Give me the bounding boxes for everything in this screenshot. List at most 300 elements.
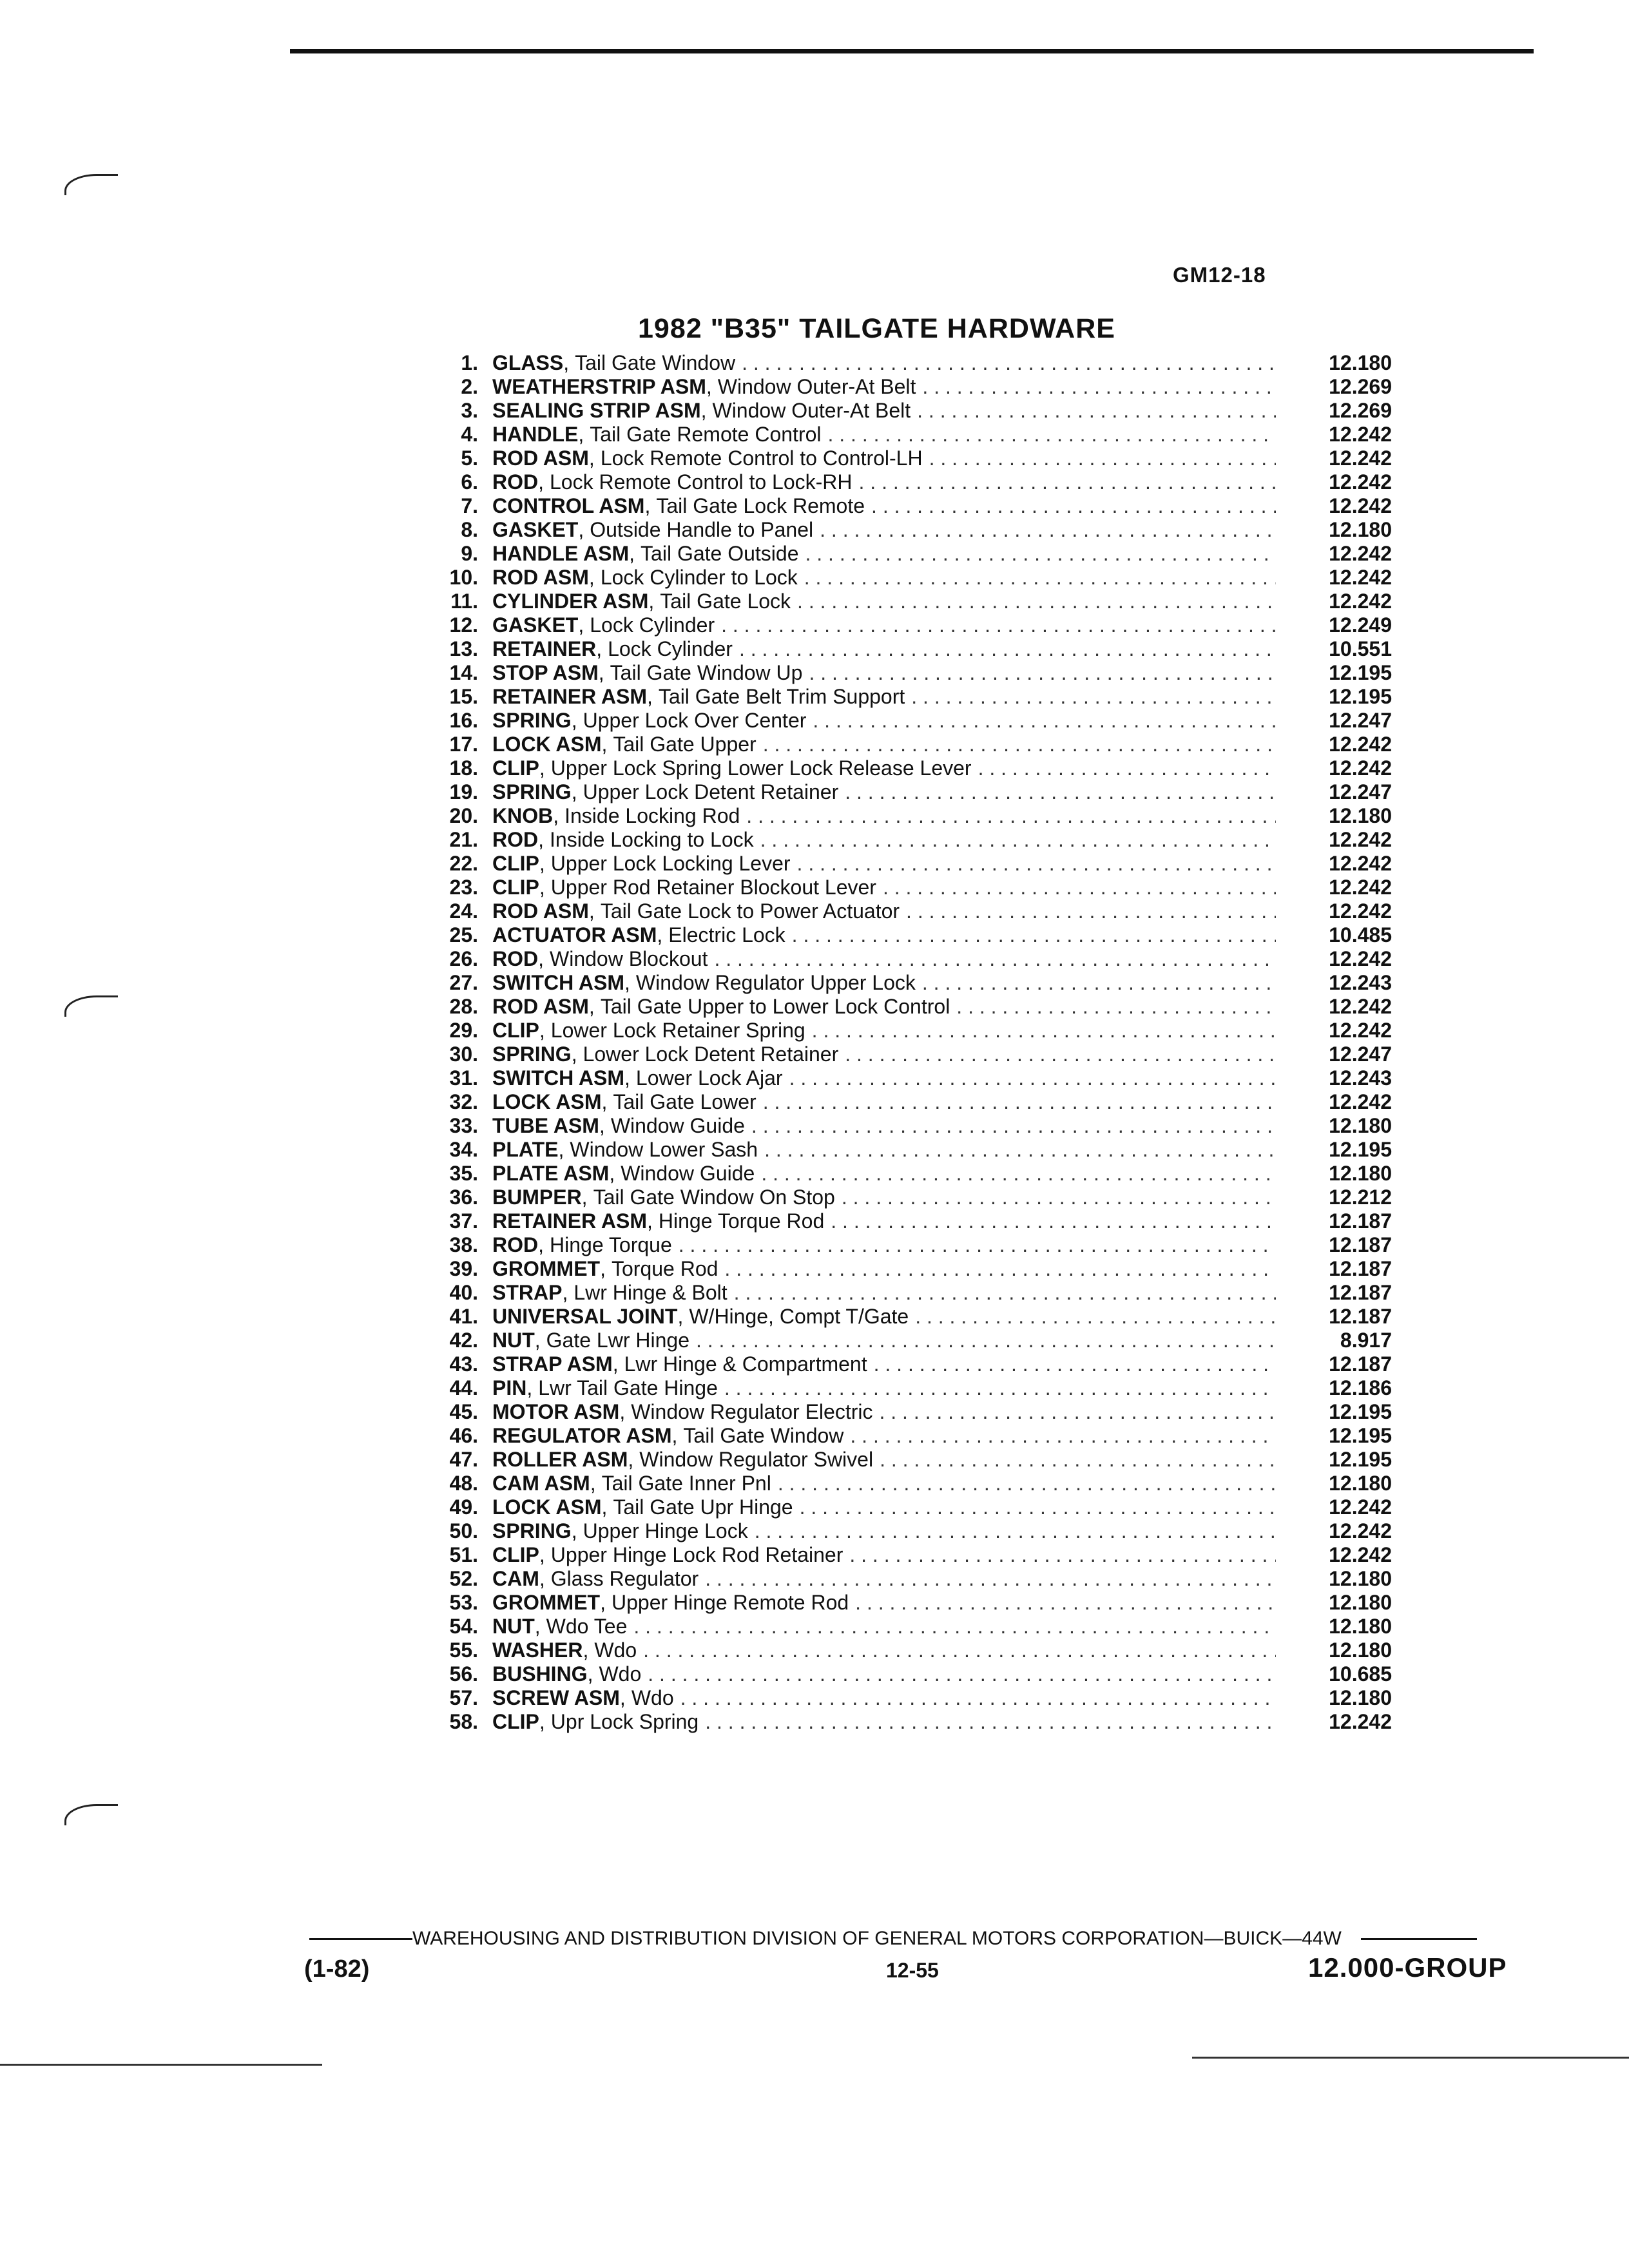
part-name: ROD (492, 470, 539, 494)
part-detail: Electric Lock (668, 923, 786, 947)
part-description (492, 828, 1276, 852)
dot-leader (733, 637, 1276, 661)
part-name-separator: , (562, 1281, 568, 1304)
dot-leader (909, 1305, 1276, 1329)
part-group-number: 12.180 (1329, 1472, 1392, 1495)
part-description (492, 1138, 1276, 1162)
part-name-separator: , (601, 733, 608, 756)
part-group-number: 8.917 (1340, 1329, 1392, 1352)
part-number: 58. (449, 1710, 478, 1733)
part-description (492, 971, 1276, 995)
footer-date: (1-82) (304, 1956, 370, 1983)
part-detail: Window Guide (621, 1162, 755, 1185)
part-name-separator: , (571, 1043, 577, 1066)
part-detail: Tail Gate Lock (660, 590, 791, 613)
part-name-separator: , (539, 852, 545, 875)
part-name-separator: , (628, 1448, 634, 1471)
dot-leader (755, 1162, 1276, 1186)
part-description (492, 804, 1276, 828)
footer-dash-left (309, 1938, 412, 1940)
dot-leader (821, 423, 1276, 447)
dot-leader (838, 1043, 1276, 1066)
part-row (425, 637, 1392, 661)
dot-leader (718, 1376, 1276, 1400)
part-name-separator: , (538, 470, 544, 494)
part-group-number: 12.243 (1329, 1066, 1392, 1090)
part-detail: Tail Gate Lower (613, 1090, 757, 1113)
part-name-separator: , (571, 780, 577, 803)
part-name: WEATHERSTRIP ASM (492, 375, 706, 398)
part-detail: Tail Gate Upper to Lower Lock Control (600, 995, 950, 1018)
part-detail: Lock Remote Control to Lock-RH (550, 470, 853, 494)
part-group-number: 12.180 (1329, 1639, 1392, 1662)
part-description (492, 1543, 1276, 1567)
part-description (492, 542, 1276, 566)
part-description (492, 1567, 1276, 1591)
part-description (492, 1281, 1276, 1305)
part-name-separator: , (647, 685, 653, 708)
part-description (492, 1233, 1276, 1257)
part-name: HANDLE (492, 423, 579, 446)
part-name-separator: , (619, 1400, 626, 1423)
part-detail: Lock Cylinder (590, 613, 715, 637)
part-detail: Glass Regulator (550, 1567, 699, 1590)
part-row (425, 971, 1392, 995)
part-description (492, 1329, 1276, 1352)
part-description (492, 852, 1276, 876)
part-row (425, 1233, 1392, 1257)
part-name-separator: , (588, 447, 595, 470)
part-name-separator: , (609, 1162, 615, 1185)
part-name: ROD ASM (492, 447, 589, 470)
part-name-separator: , (619, 1686, 626, 1709)
dot-leader (757, 1090, 1276, 1114)
part-number: 13. (449, 637, 478, 660)
part-group-number: 12.269 (1329, 375, 1392, 398)
part-detail: Upper Lock Detent Retainer (583, 780, 839, 803)
part-row (425, 494, 1392, 518)
dot-leader (876, 876, 1276, 899)
part-name: TUBE ASM (492, 1114, 599, 1137)
part-name: CLIP (492, 1710, 539, 1733)
part-name: ROD (492, 828, 539, 851)
part-row (425, 733, 1392, 756)
part-number: 53. (449, 1591, 478, 1614)
dot-leader (793, 1495, 1276, 1519)
part-description (492, 709, 1276, 733)
part-name-separator: , (598, 661, 604, 684)
part-group-number: 12.242 (1329, 1495, 1392, 1519)
part-name: REGULATOR ASM (492, 1424, 672, 1447)
part-name-separator: , (677, 1305, 684, 1328)
part-name-separator: , (601, 1090, 608, 1113)
part-detail: Upper Hinge Lock Rod Retainer (550, 1543, 843, 1566)
dot-leader (805, 1019, 1276, 1043)
part-name: RETAINER ASM (492, 685, 647, 708)
part-name-separator: , (588, 899, 595, 923)
part-name: STRAP (492, 1281, 563, 1304)
part-name: CLIP (492, 852, 539, 875)
parts-list (425, 351, 1392, 1734)
part-name: SPRING (492, 780, 572, 803)
part-name: CLIP (492, 756, 539, 780)
part-detail: Upr Lock Spring (550, 1710, 699, 1733)
part-group-number: 12.242 (1329, 947, 1392, 970)
part-number: 10. (449, 566, 478, 589)
part-detail: Lower Lock Detent Retainer (583, 1043, 839, 1066)
part-name-separator: , (590, 1472, 596, 1495)
part-name-separator: , (588, 566, 595, 589)
part-detail: Upper Hinge Remote Rod (611, 1591, 849, 1614)
dot-leader (757, 733, 1276, 756)
part-group-number: 12.195 (1329, 661, 1392, 684)
part-name-separator: , (539, 1567, 545, 1590)
part-name: CYLINDER ASM (492, 590, 649, 613)
part-group-number: 12.180 (1329, 1162, 1392, 1185)
part-group-number: 12.180 (1329, 804, 1392, 827)
part-name: ROD ASM (492, 899, 589, 923)
part-group-number: 12.242 (1329, 447, 1392, 470)
dot-leader (873, 1448, 1276, 1472)
part-name: ACTUATOR ASM (492, 923, 657, 947)
footer-division-line (309, 1928, 1477, 1950)
part-number: 50. (449, 1519, 478, 1542)
part-name-separator: , (578, 518, 584, 541)
part-number: 19. (449, 780, 478, 803)
footer-group: 12.000-GROUP (1308, 1952, 1507, 1983)
part-detail: Wdo (631, 1686, 674, 1709)
part-detail: Outside Handle to Panel (590, 518, 814, 541)
part-description (492, 1352, 1276, 1376)
part-name: SWITCH ASM (492, 971, 625, 994)
part-name: NUT (492, 1615, 535, 1638)
part-row (425, 1138, 1392, 1162)
part-row (425, 590, 1392, 613)
part-group-number: 12.242 (1329, 852, 1392, 875)
dot-leader (708, 947, 1276, 971)
part-detail: Lock Remote Control to Control-LH (600, 447, 923, 470)
part-number: 48. (449, 1472, 478, 1495)
part-name-separator: , (648, 590, 655, 613)
part-name: RETAINER ASM (492, 1209, 647, 1233)
part-name-separator: , (583, 1639, 589, 1662)
part-description (492, 375, 1276, 399)
part-description (492, 1615, 1276, 1639)
part-number: 51. (449, 1543, 478, 1566)
part-description (492, 1090, 1276, 1114)
part-number: 36. (449, 1186, 478, 1209)
part-row (425, 470, 1392, 494)
part-group-number: 12.242 (1329, 1519, 1392, 1542)
part-group-number: 12.180 (1329, 1591, 1392, 1614)
dot-leader (867, 1352, 1276, 1376)
part-number: 49. (449, 1495, 478, 1519)
part-row (425, 1329, 1392, 1352)
part-number: 17. (449, 733, 478, 756)
part-group-number: 12.195 (1329, 1424, 1392, 1447)
part-number: 33. (449, 1114, 478, 1137)
part-name: PIN (492, 1376, 527, 1399)
part-number: 27. (449, 971, 478, 994)
part-number: 43. (449, 1352, 478, 1376)
dot-leader (824, 1209, 1276, 1233)
part-row (425, 399, 1392, 423)
binder-hole-mark (64, 174, 118, 195)
part-name-separator: , (538, 947, 544, 970)
dot-leader (689, 1329, 1276, 1352)
part-group-number: 12.242 (1329, 423, 1392, 446)
part-name: SCREW ASM (492, 1686, 620, 1709)
part-group-number: 12.187 (1329, 1209, 1392, 1233)
part-group-number: 12.180 (1329, 1567, 1392, 1590)
part-number: 15. (449, 685, 478, 708)
part-name-separator: , (578, 613, 584, 637)
dot-leader (853, 470, 1276, 494)
part-detail: Upper Hinge Lock (583, 1519, 748, 1542)
part-row (425, 947, 1392, 971)
dot-leader (783, 1066, 1276, 1090)
part-name-separator: , (539, 1019, 545, 1042)
part-name-separator: , (534, 1329, 541, 1352)
part-number: 6. (461, 470, 478, 494)
part-name: GROMMET (492, 1591, 601, 1614)
part-name-separator: , (599, 1114, 605, 1137)
part-description (492, 876, 1276, 899)
dot-leader (786, 923, 1276, 947)
part-row (425, 685, 1392, 709)
part-number: 54. (449, 1615, 478, 1638)
part-group-number: 12.249 (1329, 613, 1392, 637)
part-name-separator: , (538, 1233, 544, 1256)
part-name-separator: , (624, 971, 630, 994)
part-name-separator: , (700, 399, 707, 422)
part-group-number: 12.187 (1329, 1257, 1392, 1280)
part-row (425, 1376, 1392, 1400)
part-description (492, 1710, 1276, 1734)
part-description (492, 1495, 1276, 1519)
part-detail: Upper Lock Over Center (583, 709, 807, 732)
part-row (425, 351, 1392, 375)
part-description (492, 995, 1276, 1019)
part-number: 56. (449, 1662, 478, 1686)
part-description (492, 756, 1276, 780)
document-code: GM12-18 (1173, 263, 1266, 287)
part-description (492, 494, 1276, 518)
part-number: 18. (449, 756, 478, 780)
part-row (425, 899, 1392, 923)
part-row (425, 1257, 1392, 1281)
part-row (425, 1305, 1392, 1329)
part-group-number: 12.187 (1329, 1233, 1392, 1256)
part-row (425, 447, 1392, 470)
part-name: CAM ASM (492, 1472, 590, 1495)
part-detail: Tail Gate Inner Pnl (601, 1472, 771, 1495)
part-detail: Tail Gate Upr Hinge (613, 1495, 793, 1519)
part-row (425, 1162, 1392, 1186)
part-group-number: 12.180 (1329, 518, 1392, 541)
dot-leader (791, 590, 1276, 613)
part-description (492, 661, 1276, 685)
part-group-number: 12.180 (1329, 1114, 1392, 1137)
part-number: 4. (461, 423, 478, 446)
part-detail: Tail Gate Upper (613, 733, 757, 756)
part-description (492, 566, 1276, 590)
part-group-number: 12.187 (1329, 1352, 1392, 1376)
part-name: SEALING STRIP ASM (492, 399, 701, 422)
part-name-separator: , (563, 351, 570, 374)
part-row (425, 1543, 1392, 1567)
dot-leader (718, 1257, 1276, 1281)
part-description (492, 1066, 1276, 1090)
part-number: 29. (449, 1019, 478, 1042)
part-description (492, 1639, 1276, 1662)
part-name: PLATE ASM (492, 1162, 610, 1185)
part-number: 41. (449, 1305, 478, 1328)
part-row (425, 1043, 1392, 1066)
part-description (492, 351, 1276, 375)
part-group-number: 12.242 (1329, 995, 1392, 1018)
part-name: GASKET (492, 518, 579, 541)
part-group-number: 12.242 (1329, 1543, 1392, 1566)
part-detail: Tail Gate Belt Trim Support (658, 685, 905, 708)
part-description (492, 899, 1276, 923)
part-group-number: 12.243 (1329, 971, 1392, 994)
part-name-separator: , (588, 995, 595, 1018)
dot-leader (637, 1639, 1276, 1662)
part-name: HANDLE ASM (492, 542, 630, 565)
part-description (492, 590, 1276, 613)
part-row (425, 1710, 1392, 1734)
part-detail: Window Lower Sash (570, 1138, 758, 1161)
part-group-number: 12.242 (1329, 1019, 1392, 1042)
part-detail: Wdo (594, 1639, 637, 1662)
part-detail: Hinge Torque (550, 1233, 672, 1256)
part-row (425, 923, 1392, 947)
part-description (492, 947, 1276, 971)
dot-leader (916, 971, 1276, 995)
part-group-number: 12.242 (1329, 756, 1392, 780)
part-row (425, 1400, 1392, 1424)
part-detail: Gate Lwr Hinge (546, 1329, 689, 1352)
footer-page-number: 12-55 (886, 1959, 939, 1982)
dot-leader (699, 1710, 1276, 1734)
part-number: 7. (461, 494, 478, 517)
part-name: SPRING (492, 1043, 572, 1066)
part-description (492, 637, 1276, 661)
part-name: ROD ASM (492, 995, 589, 1018)
part-row (425, 1639, 1392, 1662)
part-name: KNOB (492, 804, 554, 827)
part-detail: Window Regulator Electric (631, 1400, 873, 1423)
part-description (492, 780, 1276, 804)
part-number: 46. (449, 1424, 478, 1447)
part-detail: Inside Locking to Lock (550, 828, 754, 851)
part-name: BUMPER (492, 1186, 582, 1209)
part-number: 14. (449, 661, 478, 684)
part-detail: Wdo (599, 1662, 642, 1686)
part-number: 9. (461, 542, 478, 565)
dot-leader (806, 709, 1276, 733)
part-detail: Tail Gate Window (575, 351, 736, 374)
dot-leader (905, 685, 1276, 709)
part-description (492, 399, 1276, 423)
part-detail: Lwr Tail Gate Hinge (538, 1376, 718, 1399)
dot-leader (748, 1519, 1276, 1543)
part-name-separator: , (612, 1352, 619, 1376)
part-name: GROMMET (492, 1257, 601, 1280)
part-name: LOCK ASM (492, 1090, 602, 1113)
part-row (425, 1090, 1392, 1114)
part-group-number: 12.247 (1329, 709, 1392, 732)
part-name-separator: , (671, 1424, 678, 1447)
part-detail: Window Guide (610, 1114, 745, 1137)
part-number: 8. (461, 518, 478, 541)
part-group-number: 12.247 (1329, 1043, 1392, 1066)
dot-leader (865, 494, 1276, 518)
part-row (425, 1424, 1392, 1448)
part-detail: Tail Gate Lock to Power Actuator (600, 899, 900, 923)
part-number: 44. (449, 1376, 478, 1399)
part-detail: Window Outer-At Belt (717, 375, 916, 398)
part-name-separator: , (587, 1662, 593, 1686)
part-number: 28. (449, 995, 478, 1018)
part-description (492, 1519, 1276, 1543)
part-row (425, 780, 1392, 804)
part-number: 22. (449, 852, 478, 875)
part-description (492, 1305, 1276, 1329)
part-number: 45. (449, 1400, 478, 1423)
part-row (425, 804, 1392, 828)
part-number: 31. (449, 1066, 478, 1090)
part-row (425, 1448, 1392, 1472)
part-row (425, 1114, 1392, 1138)
part-description (492, 923, 1276, 947)
part-number: 34. (449, 1138, 478, 1161)
dot-leader (900, 899, 1276, 923)
part-name: CAM (492, 1567, 539, 1590)
part-row (425, 542, 1392, 566)
dot-leader (798, 566, 1276, 590)
part-row (425, 852, 1392, 876)
part-name-separator: , (578, 423, 584, 446)
part-description (492, 1114, 1276, 1138)
part-detail: Upper Lock Locking Lever (550, 852, 791, 875)
bottom-rule-right (1192, 2057, 1629, 2059)
part-detail: Lower Lock Retainer Spring (550, 1019, 805, 1042)
dot-leader (843, 1543, 1276, 1567)
part-row (425, 613, 1392, 637)
part-name-separator: , (538, 828, 544, 851)
part-group-number: 12.242 (1329, 494, 1392, 517)
part-description (492, 1662, 1276, 1686)
part-number: 20. (449, 804, 478, 827)
part-description (492, 1209, 1276, 1233)
part-detail: Lock Cylinder (608, 637, 733, 660)
dot-leader (674, 1686, 1276, 1710)
dot-leader (972, 756, 1276, 780)
part-detail: Lower Lock Ajar (635, 1066, 783, 1090)
part-group-number: 12.242 (1329, 470, 1392, 494)
part-name: CONTROL ASM (492, 494, 645, 517)
part-description (492, 1591, 1276, 1615)
part-group-number: 12.186 (1329, 1376, 1392, 1399)
part-row (425, 1686, 1392, 1710)
dot-leader (627, 1615, 1276, 1639)
part-group-number: 12.195 (1329, 1448, 1392, 1471)
part-name: SPRING (492, 709, 572, 732)
part-number: 26. (449, 947, 478, 970)
part-detail: Upper Rod Retainer Blockout Lever (550, 876, 876, 899)
